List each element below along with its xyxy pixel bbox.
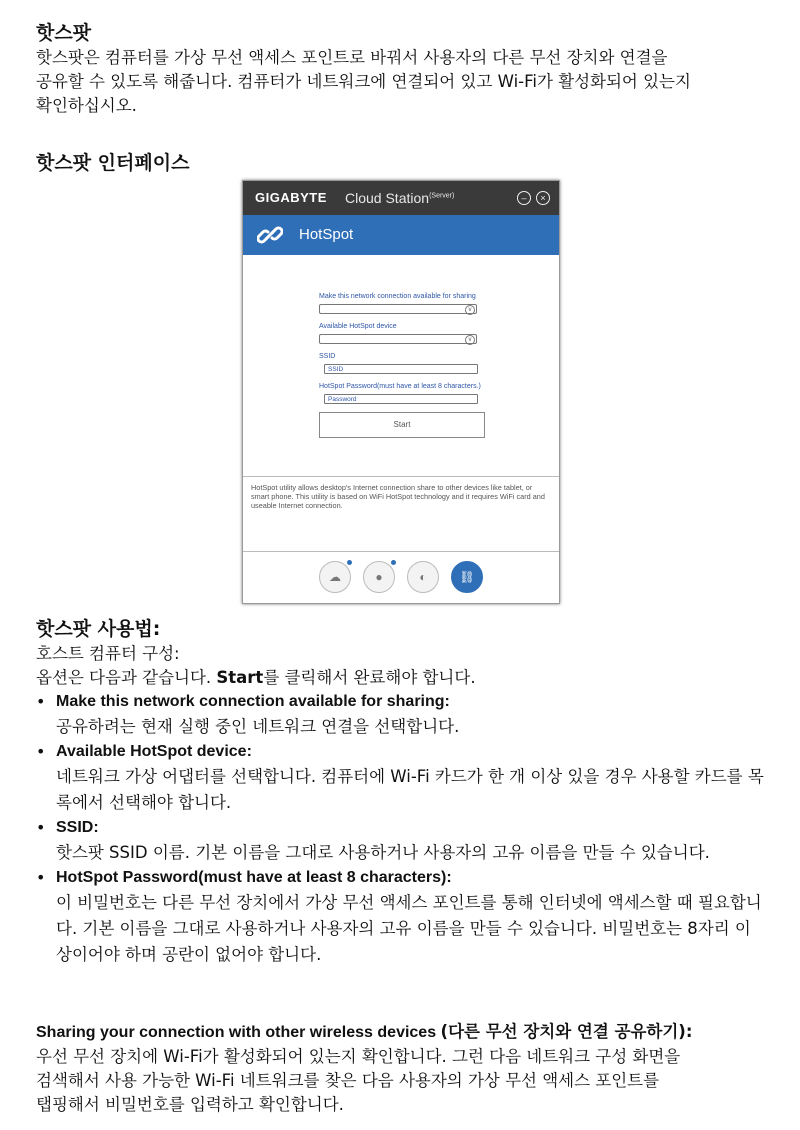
usage-intro-2 bbox=[36, 666, 766, 690]
usage-section bbox=[36, 616, 766, 968]
device-select[interactable] bbox=[319, 334, 477, 344]
link-icon bbox=[257, 222, 283, 248]
hotspot-line-2: 공유할 수 있도록 해줍니다. 컴퓨터가 네트워크에 연결되어 있고 Wi-Fi가 활성화되어 있는지 bbox=[36, 72, 691, 91]
sharing-heading bbox=[36, 1020, 766, 1045]
item-term: HotSpot Password(must have at least 8 characters): bbox=[56, 869, 452, 886]
list-item bbox=[36, 690, 766, 740]
interface-heading: 핫스팟 인터페이스 bbox=[36, 152, 190, 174]
item-desc: 네트워크 가상 어댑터를 선택합니다. 컴퓨터에 Wi-Fi 카드가 한 개 이상 있을 경우 사용할 카드를 목록에서 선택해야 합니다. bbox=[56, 767, 764, 812]
app-title bbox=[345, 190, 454, 206]
item-term: SSID: bbox=[56, 819, 99, 836]
item-desc: 핫스팟 SSID 이름. 기본 이름을 그대로 사용하거나 사용자의 고유 이름을 만들 수 있습니다. bbox=[56, 843, 710, 862]
item-term: Make this network connection available for sharing: bbox=[56, 693, 450, 710]
sharing-line-1: 우선 무선 장치에 Wi-Fi가 활성화되어 있는지 확인합니다. 그런 다음 네트워크 구성 화면을 bbox=[36, 1047, 681, 1066]
usage-intro-1: 호스트 컴퓨터 구성: bbox=[36, 644, 180, 663]
sharing-section bbox=[36, 1020, 766, 1117]
device-label: Available HotSpot device bbox=[319, 323, 397, 330]
ssid-label: SSID bbox=[319, 353, 336, 360]
item-desc: 공유하려는 현재 실행 중인 네트워크 연결을 선택합니다. bbox=[56, 717, 460, 736]
ssid-input[interactable]: SSID bbox=[324, 364, 478, 374]
close-icon[interactable]: × bbox=[536, 191, 550, 205]
usage-intro-2-post: 를 클릭해서 완료해야 합니다. bbox=[263, 668, 476, 687]
bullet-icon: • bbox=[36, 692, 46, 711]
link-icon[interactable]: ⛓ bbox=[451, 561, 483, 593]
chevron-down-icon: v bbox=[465, 335, 475, 345]
bullet-icon: • bbox=[36, 742, 46, 761]
usage-heading: 핫스팟 사용법: bbox=[36, 618, 161, 640]
usage-intro-2-pre: 옵션은 다음과 같습니다. bbox=[36, 668, 217, 687]
password-label: HotSpot Password(must have at least 8 characters.) bbox=[319, 383, 481, 390]
hotspot-line-1: 핫스팟은 컴퓨터를 가상 무선 액세스 포인트로 바꿔서 사용자의 다른 무선 장치와 연결을 bbox=[36, 48, 668, 67]
hotspot-header bbox=[243, 215, 559, 255]
chevron-down-icon: v bbox=[465, 305, 475, 315]
share-label: Make this network connection available for sharing bbox=[319, 293, 476, 300]
status-dot bbox=[347, 560, 352, 565]
hotspot-heading: 핫스팟 bbox=[36, 22, 92, 44]
title-bar bbox=[243, 181, 559, 215]
sharing-heading-en: Sharing your connection with other wireless devices bbox=[36, 1024, 441, 1041]
item-term: Available HotSpot device: bbox=[56, 743, 252, 760]
hotspot-section bbox=[36, 20, 691, 118]
cloud-icon[interactable]: ☁ bbox=[319, 561, 351, 593]
hotspot-form bbox=[319, 293, 487, 413]
toggle-icon[interactable]: ◐ bbox=[407, 561, 439, 593]
sharing-heading-ko: (다른 무선 장치와 연결 공유하기): bbox=[440, 1022, 693, 1041]
sharing-line-3: 탭핑해서 비밀번호를 입력하고 확인합니다. bbox=[36, 1095, 344, 1114]
divider bbox=[243, 476, 559, 477]
interface-section bbox=[36, 150, 189, 176]
minimize-icon[interactable]: – bbox=[517, 191, 531, 205]
status-dot bbox=[391, 560, 396, 565]
list-item bbox=[36, 816, 766, 866]
start-button[interactable]: Start bbox=[319, 412, 485, 438]
hotspot-line-3: 확인하십시오. bbox=[36, 96, 137, 115]
password-input[interactable]: Password bbox=[324, 394, 478, 404]
usage-intro-2-bold: Start bbox=[216, 668, 264, 687]
info-text: HotSpot utility allows desktop's Internet connection share to other devices like tablet, or smart phone. This utility is based on WiFi HotSpot technology and it requires WiFi card and useable Internet connection. bbox=[251, 483, 545, 510]
share-select[interactable] bbox=[319, 304, 477, 314]
header-label: HotSpot bbox=[299, 226, 354, 243]
app-dock bbox=[319, 561, 489, 595]
usage-list bbox=[36, 690, 766, 968]
bullet-icon: • bbox=[36, 818, 46, 837]
list-item bbox=[36, 740, 766, 816]
app-title-text: Cloud Station bbox=[345, 190, 430, 206]
item-desc: 이 비밀번호는 다른 무선 장치에서 가상 무선 액세스 포인트를 통해 인터넷에 액세스할 때 필요합니다. 기본 이름을 그대로 사용하거나 사용자의 고유 이름을 만들 수 있습니다. 비밀번호는 8자리 이상이어야 하며 공란이 없어야 합니다. bbox=[56, 893, 762, 964]
brand-logo: GIGABYTE bbox=[255, 190, 327, 205]
bullet-icon: • bbox=[36, 868, 46, 887]
divider bbox=[243, 551, 559, 552]
hotspot-app-window bbox=[242, 180, 560, 604]
bulb-icon[interactable]: ● bbox=[363, 561, 395, 593]
list-item bbox=[36, 866, 766, 968]
app-title-sup: (Server) bbox=[429, 192, 455, 200]
sharing-line-2: 검색해서 사용 가능한 Wi-Fi 네트워크를 찾은 다음 사용자의 가상 무선 액세스 포인트를 bbox=[36, 1071, 660, 1090]
